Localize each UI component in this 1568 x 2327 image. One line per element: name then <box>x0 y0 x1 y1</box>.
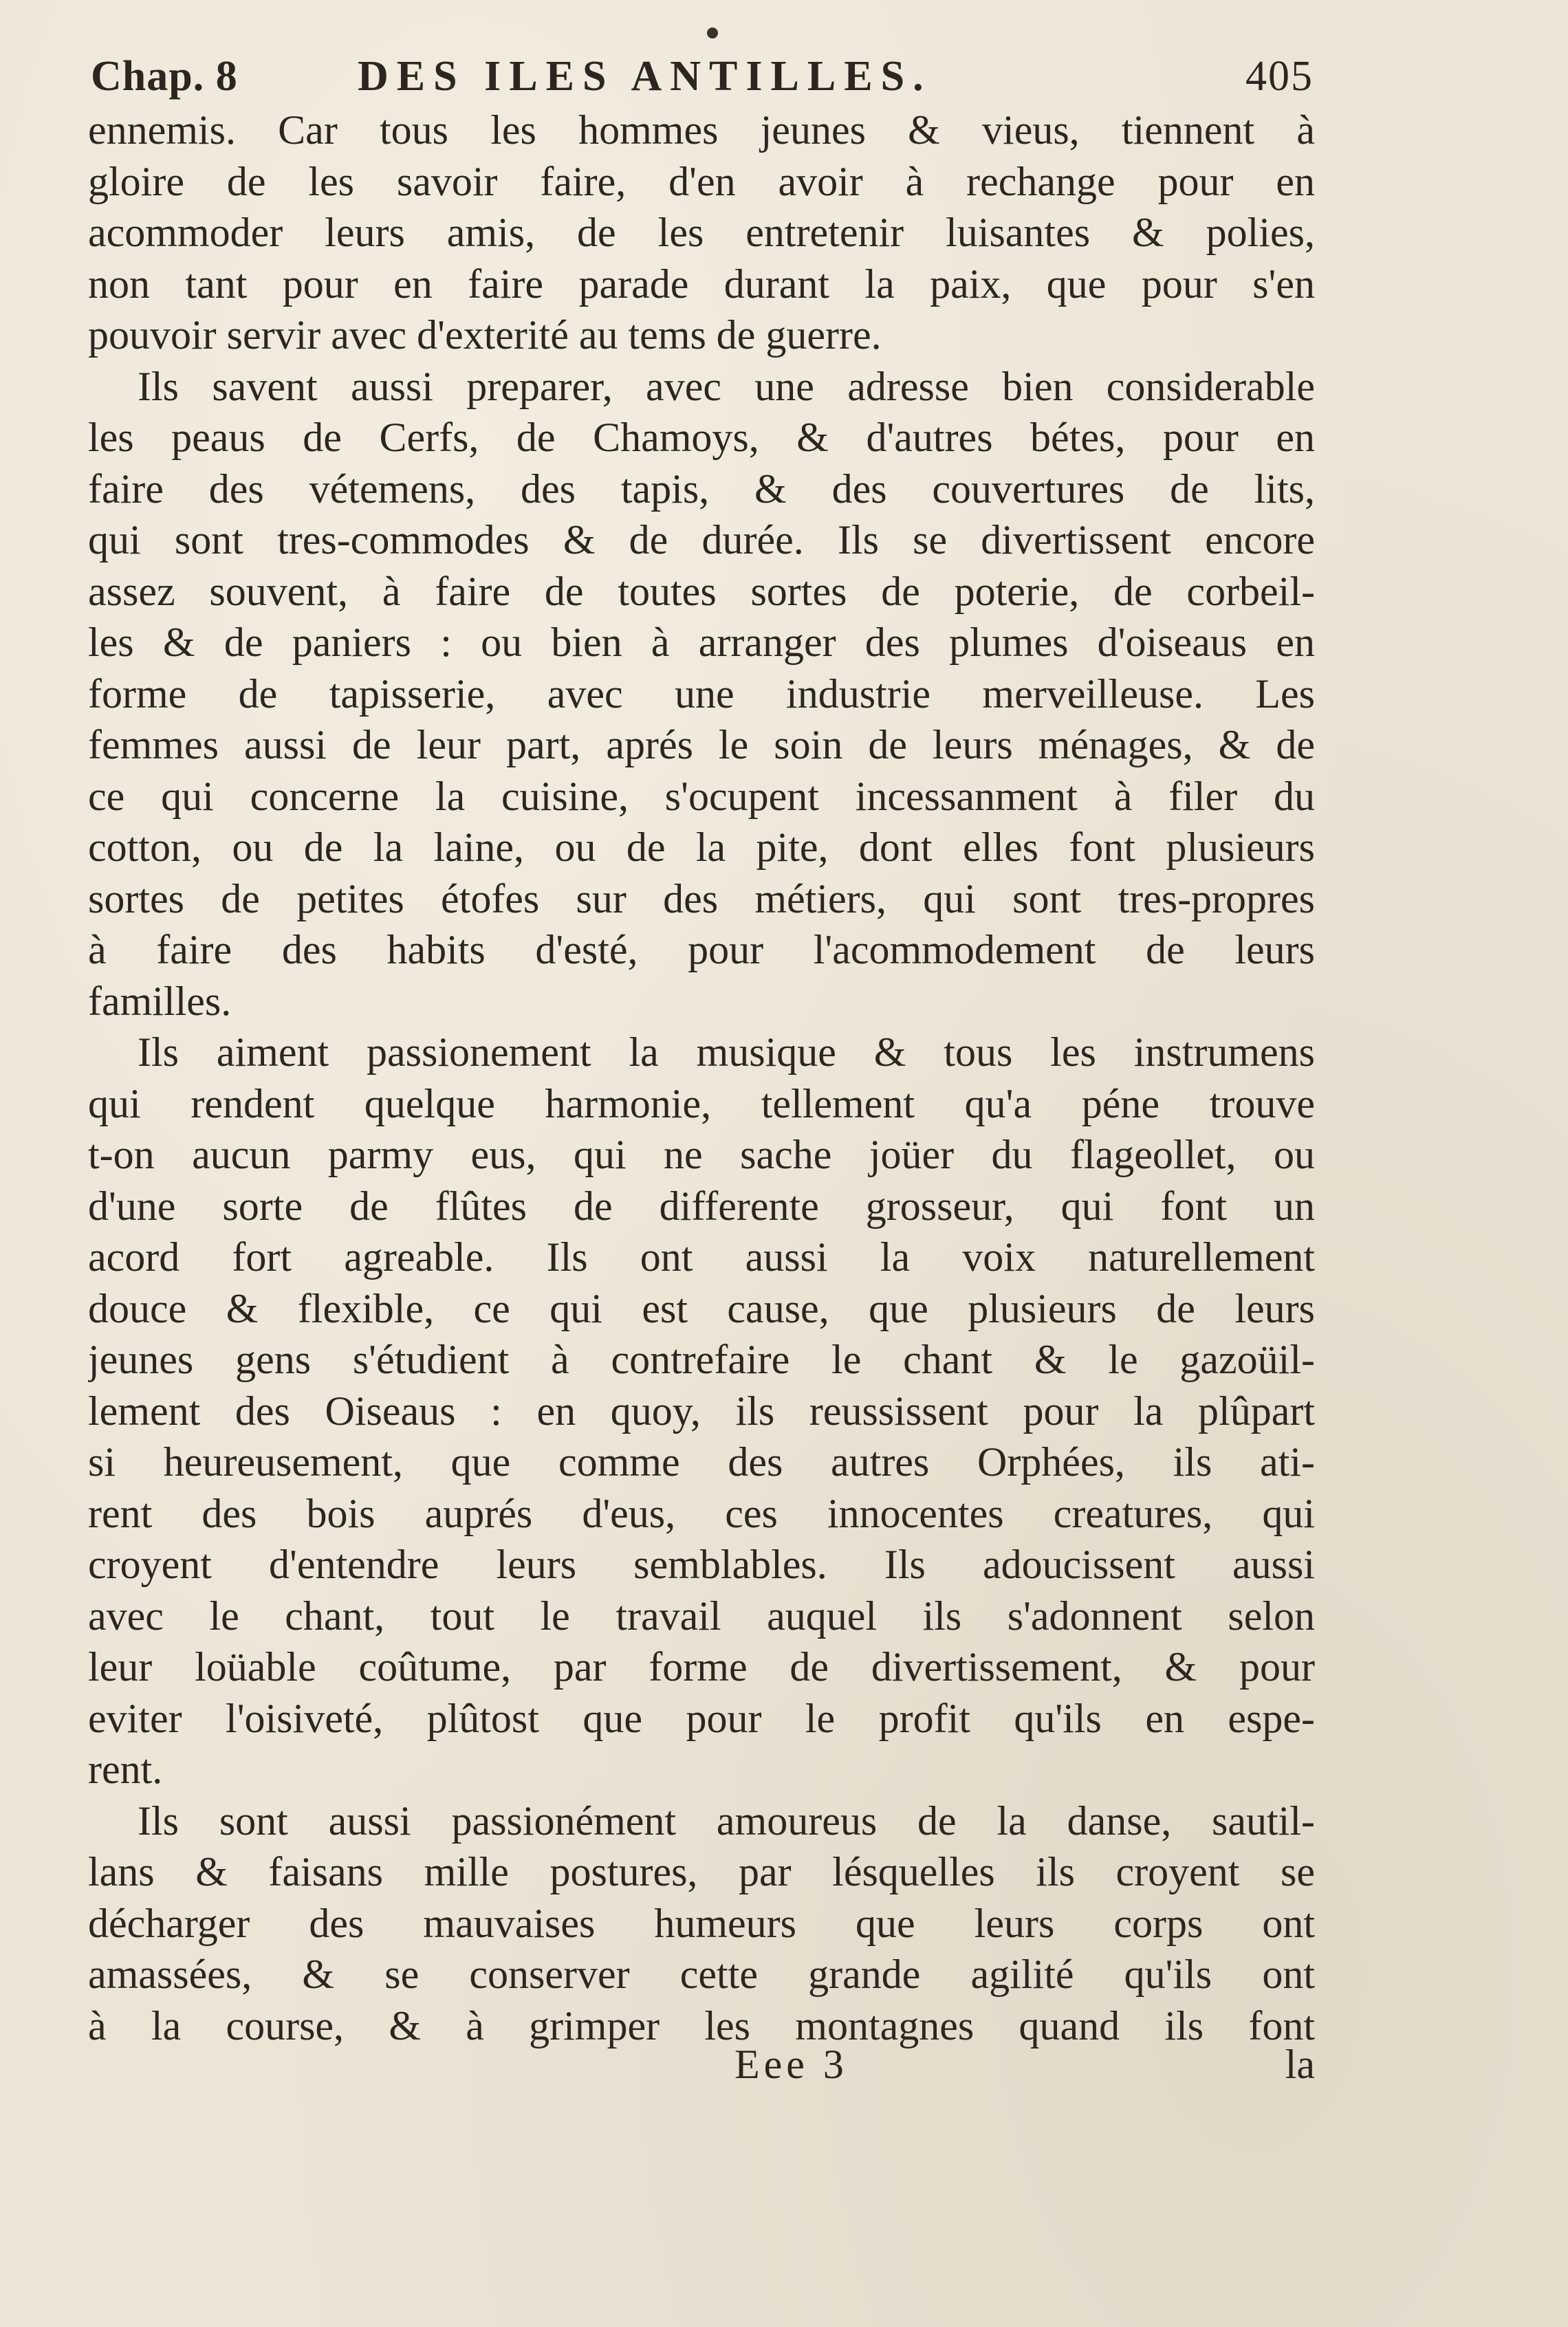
text-line: eviter l'oisiveté, plûtost que pour le profit qu'ils en espe- <box>88 1695 1315 1741</box>
text-line: décharger des mauvaises humeurs que leurs corps ont <box>88 1900 1315 1946</box>
text-line: d'une sorte de flûtes de differente grosseur, qui font un <box>88 1183 1315 1229</box>
text-line: non tant pour en faire parade durant la paix, que pour s'en <box>88 261 1315 307</box>
text-line: sortes de petites étofes sur des métiers, qui sont tres-propres <box>88 875 1315 921</box>
text-line: lement des Oiseaus : en quoy, ils reussissent pour la plûpart <box>88 1388 1315 1434</box>
page-footer <box>88 2035 1315 2090</box>
text-line: faire des vétemens, des tapis, & des couvertures de lits, <box>88 466 1315 512</box>
running-head <box>83 43 1315 105</box>
text-line: femmes aussi de leur part, aprés le soin de leurs ménages, & de <box>88 722 1315 767</box>
text-line: ennemis. Car tous les hommes jeunes & vieus, tiennent à <box>88 107 1315 153</box>
text-line: rent. <box>88 1747 163 1792</box>
text-line: les peaus de Cerfs, de Chamoys, & d'autres bétes, pour en <box>88 415 1315 460</box>
text-line: Ils sont aussi passionément amoureus de la danse, sautil- <box>138 1798 1315 1844</box>
text-line: pouvoir servir avec d'exterité au tems de guerre. <box>88 312 882 358</box>
signature-mark: Eee 3 <box>734 2042 848 2087</box>
text-line: familles. <box>88 978 232 1024</box>
text-line: acommoder leurs amis, de les entretenir luisantes & polies, <box>88 210 1315 255</box>
text-line: à la course, & à grimper les montagnes quand ils font <box>88 2002 1315 2049</box>
text-line: forme de tapisserie, avec une industrie merveilleuse. Les <box>88 670 1315 717</box>
text-line: t-on aucun parmy eus, qui ne sache joüer du flageollet, ou <box>88 1132 1315 1177</box>
text-line: acord fort agreable. Ils ont aussi la voix naturellement <box>88 1234 1315 1280</box>
ink-dot-ornament <box>707 28 718 39</box>
text-line: lans & faisans mille postures, par lésquelles ils croyent se <box>88 1849 1315 1894</box>
text-line: à faire des habits d'esté, pour l'acommodement de leurs <box>88 927 1315 972</box>
text-line: jeunes gens s'étudient à contrefaire le chant & le gazoüil- <box>88 1337 1315 1382</box>
book-title: DES ILES ANTILLES. <box>358 53 932 100</box>
page-number: 405 <box>1245 53 1314 100</box>
text-line: assez souvent, à faire de toutes sortes de poterie, de corbeil- <box>88 568 1315 614</box>
text-line: les & de paniers : ou bien à arranger des plumes d'oiseaus en <box>88 620 1315 665</box>
text-line: amassées, & se conserver cette grande agilité qu'ils ont <box>88 1952 1315 1997</box>
text-line: croyent d'entendre leurs semblables. Ils adoucissent aussi <box>88 1542 1315 1587</box>
text-line: qui rendent quelque harmonie, tellement qu'a péne trouve <box>88 1080 1315 1126</box>
text-line: gloire de les savoir faire, d'en avoir à rechange pour en <box>88 158 1315 204</box>
text-line: qui sont tres-commodes & de durée. Ils se divertissent encore <box>88 517 1315 562</box>
catchword: la <box>1285 2042 1315 2087</box>
chapter-label: Chap. 8 <box>91 53 238 100</box>
text-line: leur loüable coûtume, par forme de divertissement, & pour <box>88 1644 1315 1690</box>
text-line: si heureusement, que comme des autres Orphées, ils ati- <box>88 1439 1315 1485</box>
text-line: douce & flexible, ce qui est cause, que plusieurs de leurs <box>88 1285 1315 1331</box>
text-line: ce qui concerne la cuisine, s'ocupent incessanment à filer du <box>88 773 1315 819</box>
text-line: cotton, ou de la laine, ou de la pite, dont elles font plusieurs <box>88 824 1315 870</box>
text-line: Ils savent aussi preparer, avec une adresse bien considerable <box>138 363 1315 409</box>
text-line: Ils aiment passionement la musique & tous les instrumens <box>138 1029 1315 1075</box>
text-line: rent des bois auprés d'eus, ces innocentes creatures, qui <box>88 1490 1315 1536</box>
text-line: avec le chant, tout le travail auquel ils s'adonnent selon <box>88 1593 1315 1639</box>
body-text <box>88 105 1315 2051</box>
